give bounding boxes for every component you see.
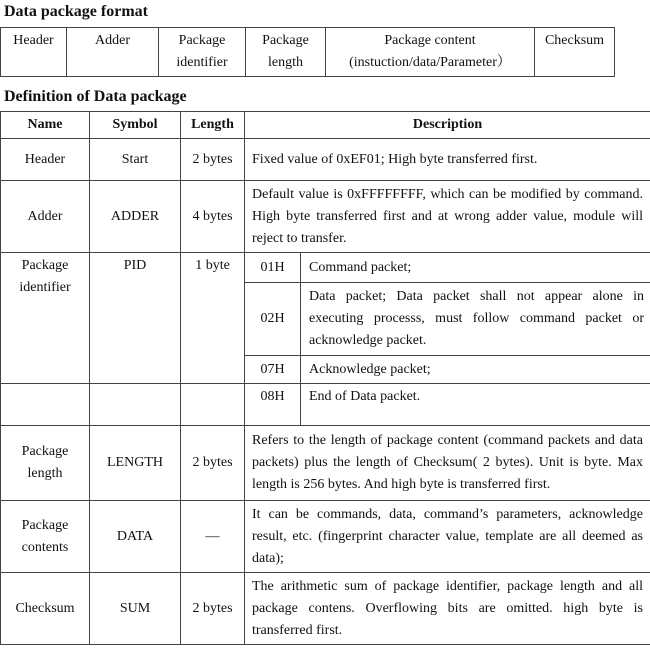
format-cell-package-identifier: Package identifier <box>159 28 246 77</box>
cell-name: Header <box>1 139 90 181</box>
cell-description: The arithmetic sum of package identifier, package length and all package contens. Overflowing bits are omitted. high byte is transferred first. <box>245 573 650 645</box>
pid-code: 01H <box>245 253 301 283</box>
pid-code: 08H <box>245 384 301 426</box>
table-row-header <box>1 139 650 181</box>
cell-length: 4 bytes <box>181 181 245 253</box>
cell-name: Package identifier <box>1 253 90 384</box>
cell-name: Checksum <box>1 573 90 645</box>
format-cell-package-length: Package length <box>246 28 326 77</box>
cell-name: Package contents <box>1 501 90 573</box>
cell-name: Package length <box>1 426 90 501</box>
table-row-pid <box>1 253 650 283</box>
format-cell-adder: Adder <box>67 28 159 77</box>
cell-symbol: Start <box>90 139 181 181</box>
cell-length: 2 bytes <box>181 426 245 501</box>
format-cell-package-content: Package content (instuction/data/Parameter） <box>326 28 535 77</box>
cell-symbol: SUM <box>90 573 181 645</box>
table-row-adder <box>1 181 650 253</box>
cell-description: Default value is 0xFFFFFFFF, which can be modified by command. High byte transferred first and at wrong adder value, module will reject to transfer. <box>245 181 650 253</box>
cell-length: 2 bytes <box>181 139 245 181</box>
format-section-title: Data package format <box>4 3 148 20</box>
cell-symbol: DATA <box>90 501 181 573</box>
format-row <box>1 28 615 77</box>
cell-name: Adder <box>1 181 90 253</box>
col-header-length: Length <box>181 112 245 139</box>
definition-table <box>0 111 650 645</box>
cell-symbol: PID <box>90 253 181 384</box>
cell-description: Refers to the length of package content (command packets and data packets) plus the length of Checksum( 2 bytes). Unit is byte. Max length is 256 bytes. And high byte is transferred first. <box>245 426 650 501</box>
col-header-name: Name <box>1 112 90 139</box>
definition-section-title: Definition of Data package <box>4 88 187 105</box>
pid-code-description: Command packet; <box>301 253 650 283</box>
cell-description: Fixed value of 0xEF01; High byte transferred first. <box>245 139 650 181</box>
pid-code: 02H <box>245 283 301 356</box>
pid-code-description: Acknowledge packet; <box>301 356 650 384</box>
empty-cell <box>1 384 90 426</box>
pid-code-description: Data packet; Data packet shall not appear alone in executing processs, must follow command packet or acknowledge packet. <box>301 283 650 356</box>
empty-cell <box>181 384 245 426</box>
col-header-description: Description <box>245 112 650 139</box>
format-cell-header: Header <box>1 28 67 77</box>
table-row-pid-08 <box>1 384 650 426</box>
cell-length: 2 bytes <box>181 573 245 645</box>
table-row-length <box>1 426 650 501</box>
cell-symbol: ADDER <box>90 181 181 253</box>
format-cell-checksum: Checksum <box>535 28 615 77</box>
col-header-symbol: Symbol <box>90 112 181 139</box>
cell-description: It can be commands, data, command’s parameters, acknowledge result, etc. (fingerprint character value, template are all deemed as data); <box>245 501 650 573</box>
cell-symbol: LENGTH <box>90 426 181 501</box>
package-format-table <box>0 27 615 77</box>
pid-code-description: End of Data packet. <box>301 384 650 426</box>
cell-length: 1 byte <box>181 253 245 384</box>
pid-code: 07H <box>245 356 301 384</box>
table-row-data <box>1 501 650 573</box>
empty-cell <box>90 384 181 426</box>
table-row-sum <box>1 573 650 645</box>
definition-header-row <box>1 112 650 139</box>
cell-length: — <box>181 501 245 573</box>
